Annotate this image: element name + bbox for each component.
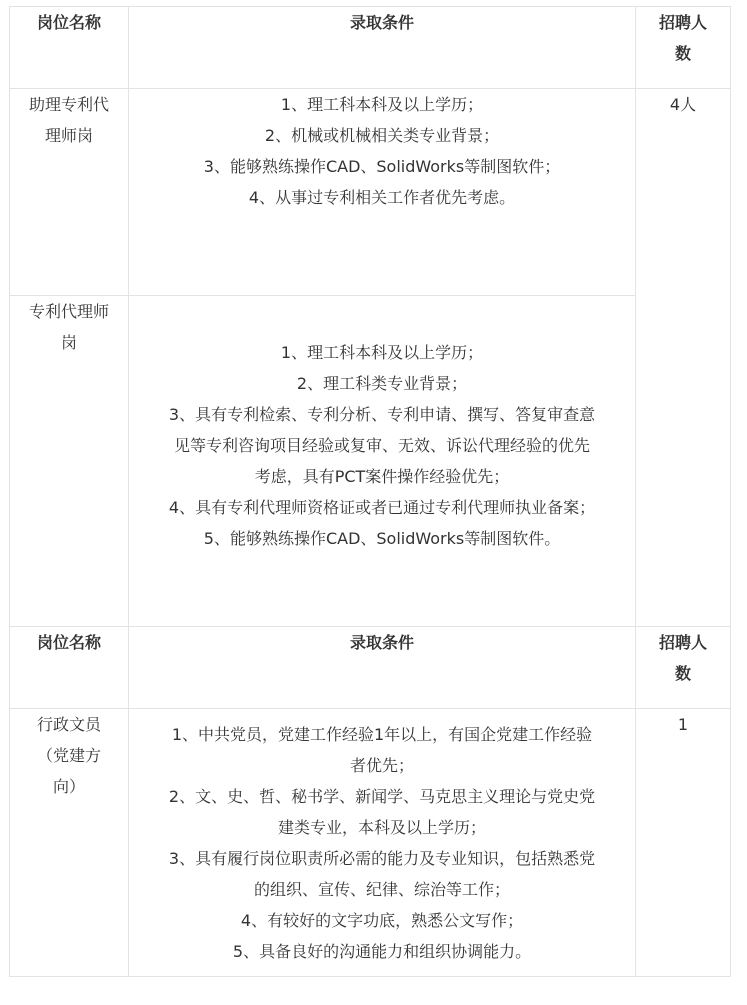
headcount-cell: 1 bbox=[636, 709, 731, 977]
position-name-cell: 专利代理师 岗 bbox=[10, 296, 129, 627]
table-row bbox=[10, 296, 731, 627]
recruitment-table bbox=[9, 6, 731, 977]
header-requirements: 录取条件 bbox=[129, 627, 636, 709]
header-row bbox=[10, 627, 731, 709]
headcount-cell: 4人 bbox=[636, 89, 731, 627]
header-headcount: 招聘人 数 bbox=[636, 7, 731, 89]
requirements-cell: 1、理工科本科及以上学历； 2、机械或机械相关类专业背景； 3、能够熟练操作CAD、SolidWorks等制图软件； 4、从事过专利相关工作者优先考虑。 bbox=[129, 89, 636, 296]
requirements-cell: 1、中共党员，党建工作经验1年以上，有国企党建工作经验 者优先； 2、文、史、哲、秘书学、新闻学、马克思主义理论与党史党 建类专业，本科及以上学历； 3、具有履行岗位职责所必需的能力及专业知识，包括熟悉党 的组织、宣传、纪律、综治等工作； 4、有较好的文字功底，熟悉公文写作； 5、具备良好的沟通能力和组织协调能力。 bbox=[129, 709, 636, 977]
table-row bbox=[10, 89, 731, 296]
header-position-name: 岗位名称 bbox=[10, 627, 129, 709]
table-row bbox=[10, 709, 731, 977]
position-name-cell: 行政文员 （党建方 向） bbox=[10, 709, 129, 977]
requirements-cell: 1、理工科本科及以上学历； 2、理工科类专业背景； 3、具有专利检索、专利分析、专利申请、撰写、答复审查意 见等专利咨询项目经验或复审、无效、诉讼代理经验的优先 考虑，具有PCT案件操作经验优先； 4、具有专利代理师资格证或者已通过专利代理师执业备案； 5、能够熟练操作CAD、SolidWorks等制图软件。 bbox=[129, 296, 636, 627]
header-headcount: 招聘人 数 bbox=[636, 627, 731, 709]
header-requirements: 录取条件 bbox=[129, 7, 636, 89]
header-position-name: 岗位名称 bbox=[10, 7, 129, 89]
position-name-cell: 助理专利代 理师岗 bbox=[10, 89, 129, 296]
header-row bbox=[10, 7, 731, 89]
